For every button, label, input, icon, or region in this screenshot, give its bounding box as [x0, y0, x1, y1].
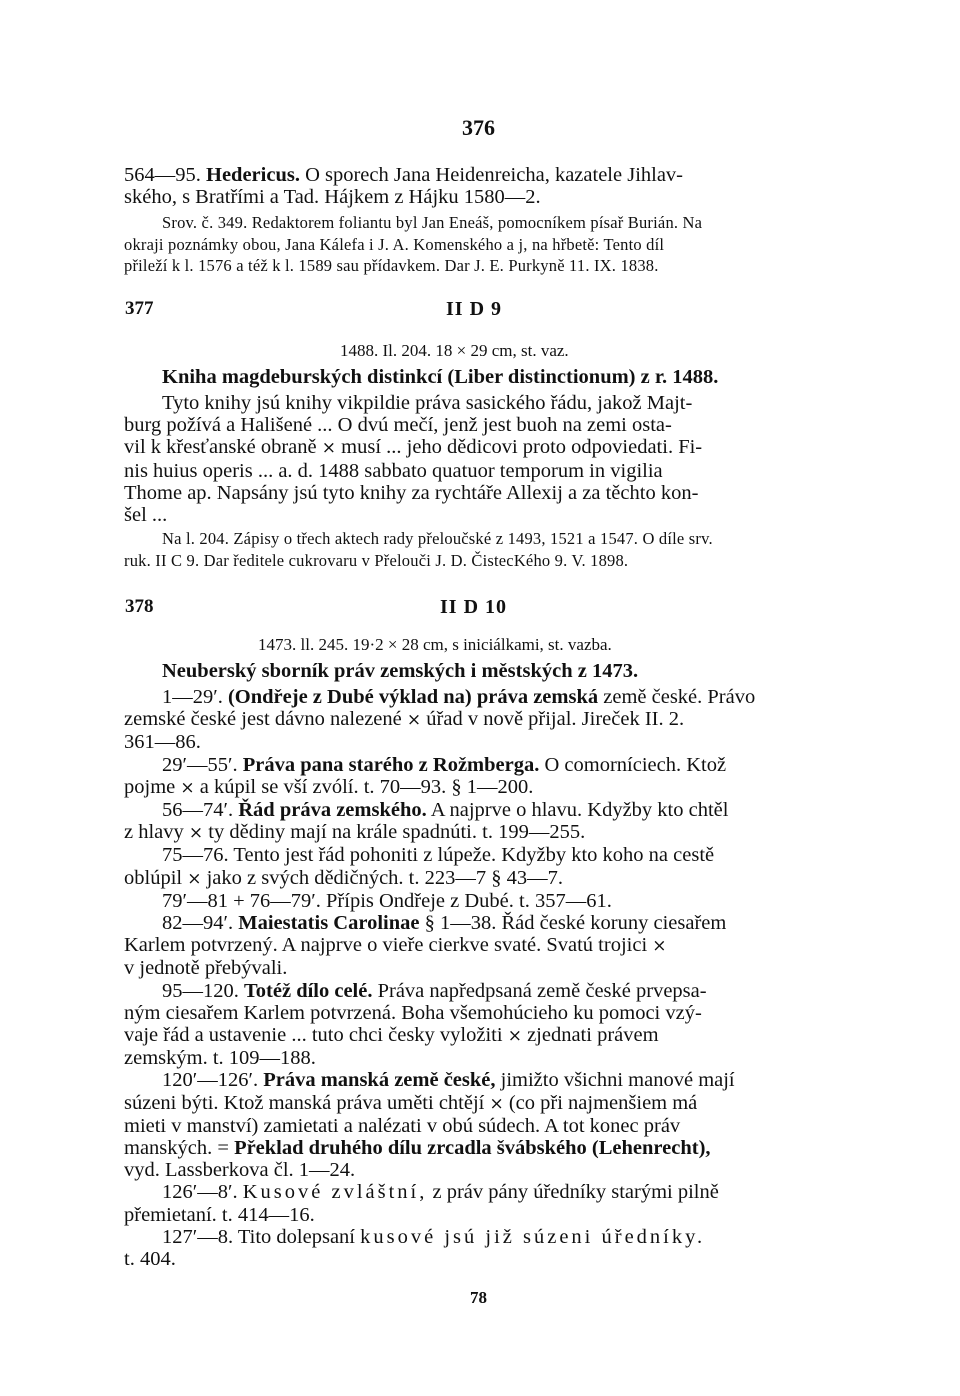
line-text: úřad v nově přijal. Jireček II. 2.	[421, 708, 685, 731]
bold-text: Práva manská země české,	[263, 1069, 496, 1092]
line-text: zemské české jest dávno nalezené	[124, 708, 407, 731]
content-line	[124, 1092, 844, 1115]
line-text: jimižto všichni manové mají	[495, 1069, 735, 1092]
content-line	[124, 708, 844, 731]
entry-text: O sporech Jana Heidenreicha, kazatele Jihlav-	[299, 164, 684, 186]
line-text: Karlem potvrzený. A najprve o vieře cierkve svaté. Svatú trojici	[124, 934, 653, 957]
omission-mark-icon: ×	[406, 710, 422, 731]
spaced-text: Kusové zvláštní,	[242, 1181, 428, 1204]
content-line	[124, 890, 844, 912]
content-line	[124, 1115, 844, 1137]
line-text: mieti v manství) zamietati a nalézati v obú súdech. A tot konec práv	[124, 1114, 681, 1137]
entry-title: Kniha magdeburských distinkcí (Liber distinctionum) z r. 1488.	[162, 366, 719, 388]
entry-meta: 1488. Il. 204. 18 × 29 cm, st. vaz.	[340, 341, 569, 360]
line-text: 126′—8′.	[162, 1181, 243, 1204]
note-line: Na l. 204. Zápisy o třech aktech rady přeloučské z 1493, 1521 a 1547. O díle srv.	[162, 529, 713, 548]
content-line	[124, 1204, 844, 1226]
page-number: 376	[462, 115, 495, 140]
line-text: země české. Právo	[598, 686, 756, 708]
omission-mark-icon: ×	[188, 823, 204, 844]
bold-text: Práva pana starého z Rožmberga.	[242, 753, 540, 776]
line-text: z práv pány úředníky starými pilně	[427, 1181, 719, 1204]
entry-text: ského, s Bratřími a Tad. Hájkem z Hájku 1580—2.	[124, 186, 541, 209]
content-line	[124, 1069, 844, 1091]
note-line: okraji poznámky obou, Jana Kálefa i J. A. Komenského a j, na hřbetě: Tento díl	[124, 234, 665, 254]
omission-mark-icon: ×	[507, 1026, 522, 1047]
content-line	[124, 934, 844, 957]
entry-number: 377	[125, 298, 154, 319]
entry-note-377	[124, 528, 844, 571]
bold-text: Překlad druhého dílu zrcadla švábského (Lehenrecht),	[234, 1137, 711, 1160]
content-line	[124, 844, 844, 866]
content-line	[124, 731, 844, 753]
line-text: zemským. t. 109—188.	[124, 1047, 316, 1070]
bold-text: (Ondřeje z Dubé výklad na) práva zemská	[227, 686, 599, 708]
omission-mark-icon: ×	[180, 777, 195, 798]
line-text: t. 404.	[124, 1248, 176, 1271]
content-line	[124, 1047, 844, 1069]
omission-mark-icon: ×	[652, 936, 667, 957]
line-text: ty dědiny mají na krále spadnúti. t. 199—255.	[203, 821, 586, 844]
content-line	[124, 867, 844, 890]
shelf-signature: II D 10	[440, 596, 508, 618]
line-text: a kúpil se vší zvólí. t. 70—93. § 1—200.	[194, 775, 534, 798]
content-line	[124, 1024, 844, 1047]
content-line	[124, 912, 844, 934]
line-text: přemietaní. t. 414—16.	[124, 1203, 315, 1226]
entry-contents-378	[124, 686, 844, 1270]
line-text: 29′—55′.	[162, 753, 243, 776]
entry-number: 378	[125, 596, 154, 617]
line-text: manských. =	[124, 1137, 235, 1160]
omission-mark-icon: ×	[489, 1093, 504, 1114]
line-text: v jednotě přebývali.	[124, 957, 288, 980]
line-text: ným ciesařem Karlem potvrzená. Boha všemohúcieho ku pomoci vzý-	[124, 1001, 702, 1024]
note-line: Srov. č. 349. Redaktorem foliantu byl Jan Eneáš, pomocníkem písař Burián. Na	[162, 213, 703, 232]
entry-text: Tyto knihy jsú knihy vikpildie práva sasického řádu, jakož Majt- burg požívá a Hališené ... O dvú mečí, jenž jest buoh na zemi osta- vil k křesťanské obraně × musí ... jeho dědicovi proto odpoviedati. Fi- nis huius operis ... a. d. 1488 sabbato quatuor temporum in vigilia Thome ap. Napsány jsú tyto knihy za rychtáře Allexij a za těchto kon- šel ...	[124, 392, 703, 527]
omission-mark-icon: ×	[321, 438, 337, 459]
bold-text: Totéž dílo celé.	[244, 979, 373, 1002]
content-line	[124, 1137, 844, 1159]
bold-text: Maiestatis Carolinae	[238, 912, 420, 935]
line-text: 75—76. Tento jest řád pohoniti z lúpeže. Kdyžby kto koho na cestě	[162, 844, 715, 867]
line-text: zjednati právem	[521, 1024, 659, 1047]
note-line: přileží k l. 1576 a též k l. 1589 sau přídavkem. Dar J. E. Purkyně 11. IX. 1838.	[124, 256, 659, 275]
content-line	[124, 799, 844, 821]
omission-mark-icon: ×	[187, 868, 202, 889]
line-text: súzeni býti. Ktož manská práva uměti chtějí	[124, 1091, 490, 1114]
line-text: 82—94′.	[162, 912, 239, 935]
line-text: 79′—81 + 76—79′. Přípis Ondřeje z Dubé. t. 357—61.	[162, 889, 612, 912]
line-text: (co při najmenšiem má	[503, 1091, 698, 1114]
line-text: vaje řád a ustavenie ... tuto chci česky vyložiti	[124, 1024, 508, 1047]
content-line	[124, 957, 844, 979]
content-line	[124, 980, 844, 1002]
content-line	[124, 821, 844, 844]
line-text: § 1—38. Řád české koruny ciesařem	[419, 912, 727, 935]
content-line	[124, 686, 844, 708]
line-text: 127′—8. Tito dolepsaní	[162, 1225, 361, 1248]
content-line	[124, 1226, 844, 1248]
shelf-signature: II D 9	[446, 298, 503, 320]
entry-meta: 1473. ll. 245. 19·2 × 28 cm, s iniciálkami, st. vazba.	[258, 635, 612, 654]
content-line	[124, 1002, 844, 1024]
line-text: vyd. Lassberkova čl. 1—24.	[124, 1159, 356, 1182]
line-text: oblúpil	[124, 866, 188, 889]
line-text: z hlavy	[124, 821, 189, 844]
spaced-text: kusové jsú již súzeni úředníky.	[360, 1225, 706, 1248]
folio-range: 564—95.	[124, 164, 206, 186]
line-text: Práva napředpsaná země české prvepsa-	[372, 979, 707, 1002]
line-text: A najprve o hlavu. Kdyžby kto chtěl	[426, 799, 729, 822]
line-text: O comorníciech. Ktož	[539, 753, 727, 776]
content-line	[124, 1181, 844, 1203]
content-line	[124, 776, 844, 799]
content-line	[124, 1248, 844, 1270]
line-text: 120′—126′.	[162, 1069, 264, 1092]
entry-title: Neuberský sborník práv zemských i městských z 1473.	[162, 660, 639, 682]
line-text: 1—29′.	[162, 686, 228, 708]
bold-text: Řád práva zemského.	[238, 799, 427, 822]
line-text: jako z svých dědičných. t. 223—7 § 43—7.	[201, 866, 564, 889]
entry-note-376	[124, 212, 844, 277]
line-text: pojme	[124, 775, 181, 798]
line-text: 95—120.	[162, 979, 244, 1002]
line-text: 361—86.	[124, 731, 201, 754]
line-text: 56—74′.	[162, 799, 239, 822]
content-line	[124, 754, 844, 776]
entry-title: Hedericus.	[206, 164, 300, 186]
footer-page-number: 78	[470, 1288, 487, 1307]
note-line: ruk. II C 9. Dar ředitele cukrovaru v Přelouči J. D. ČistecKého 9. V. 1898.	[124, 550, 629, 570]
content-line	[124, 1159, 844, 1181]
entry-564-95	[124, 164, 840, 208]
